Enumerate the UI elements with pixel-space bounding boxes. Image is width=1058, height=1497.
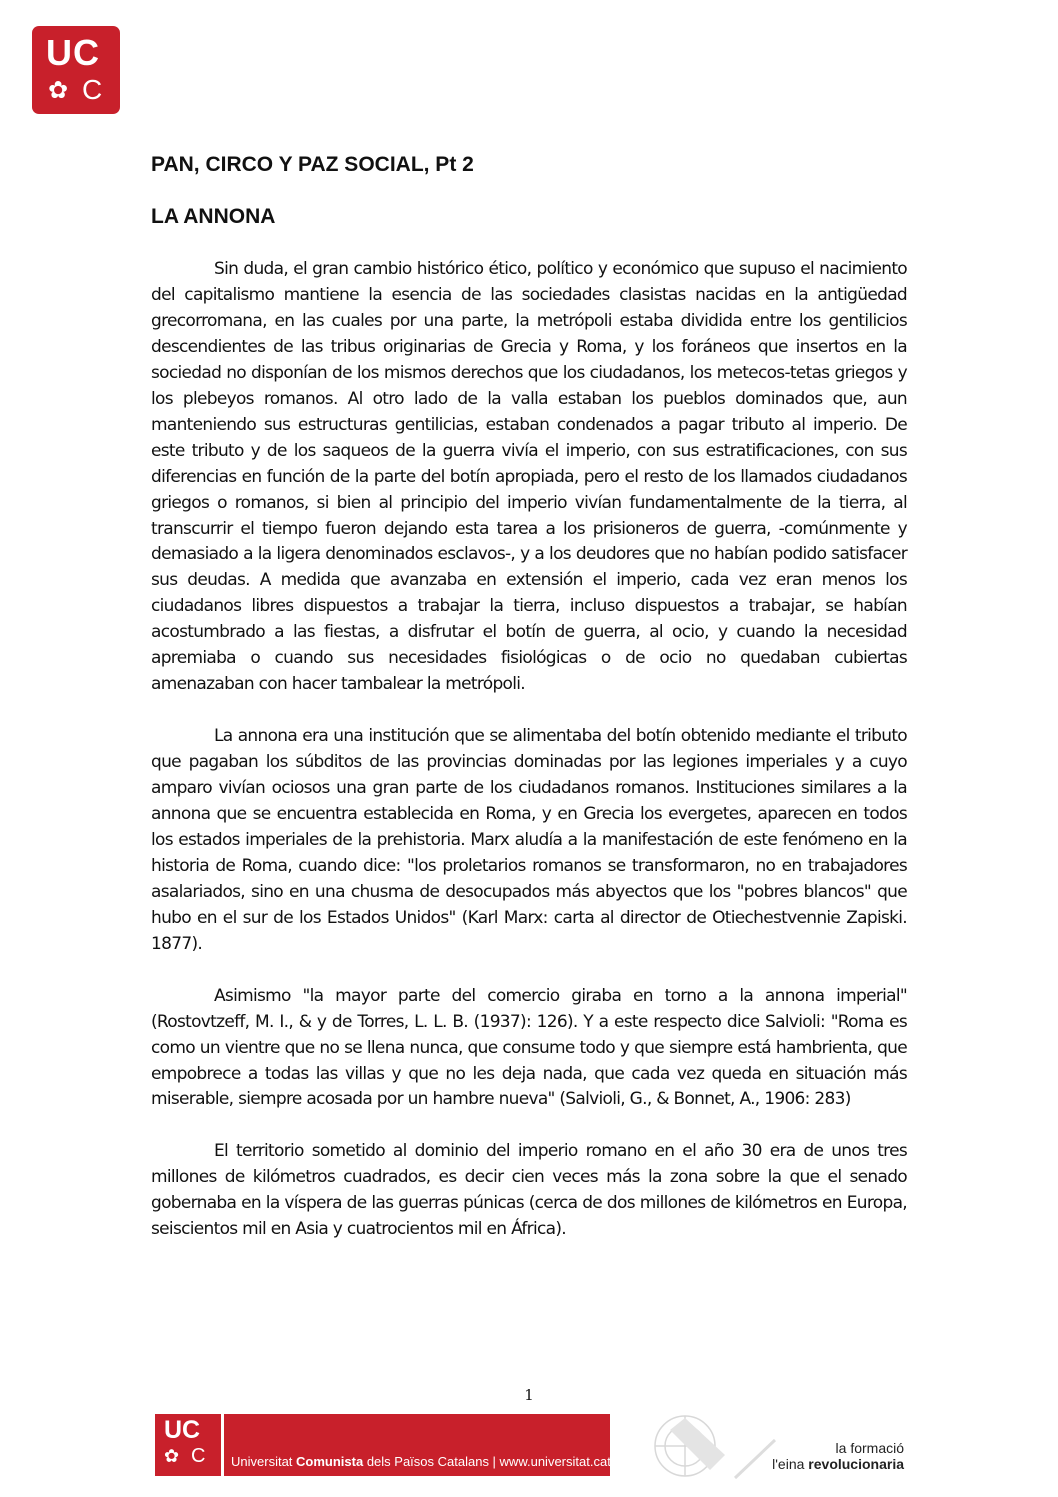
footer-org-prefix: Universitat	[231, 1454, 297, 1469]
footer-org-text	[231, 1454, 611, 1469]
tagline-line-2	[770, 1456, 904, 1472]
footer-logo-text-c: C	[191, 1445, 206, 1467]
section-heading: LA ANNONA	[151, 205, 276, 228]
paragraph: Sin duda, el gran cambio histórico ético, político y económico que supuso el nacimiento del capitalismo mantiene la esencia de las sociedades clasistas nacidas en la antigüedad grecorromana, en las cuales por una parte, la metrópoli estaba dividida entre los gentilicios descendientes de las tribus originarias de Grecia y Roma, y los foráneos que insertos en la sociedad no disponían de los mismos derechos que los ciudadanos, los metecos-tetas griegos y los plebeyos romanos. Al otro lado de la valla estaban los pueblos dominados que, aun manteniendo sus estructuras gentilicias, estaban condenados a pagar tributo al imperio. De este tributo y de los saqueos de la guerra vivía el imperio, con sus estratificaciones, con sus diferencias en función de la parte del botín apropiada, pero el resto de los llamados ciudadanos griegos o romanos, si bien al principio del imperio vivían fundamentalmente de la tierra, al transcurrir el tiempo fueron dejando esta tarea a los prisioneros de guerra, -comúnmente y demasiado a la ligera denominados esclavos-, y a los deudores que no habían podido satisfacer sus deudas. A medida que avanzaba en extensión el imperio, cada vez eran menos los ciudadanos libres dispuestos a trabajar la tierra, incluso dispuestos a trabajar, se habían acostumbrado a las fiestas, a disfrutar el botín de guerra, al ocio, y cuando la necesidad apremiaba o cuando sus necesidades fisiológicas o de ocio no quedaban cubiertas amenazaban con hacer tambalear la metrópoli.	[151, 259, 907, 695]
ucpc-logo	[32, 26, 120, 114]
paragraph: La annona era una institución que se alimentaba del botín obtenido mediante el tributo que pagaban los súbditos de las provincias dominadas por las legiones imperiales y a cuyo amparo vivían ociosos una gran parte de los ciudadanos romanos. Instituciones similares a la annona que se encuentra establecida en Roma, y en Grecia los evergetes, aparecen en todos los estados imperiales de la prehistoria. Marx aludía a la manifestación de este fenómeno en la historia de Roma, cuando dice: "los proletarios romanos se transformaron, no en trabajadores asalariados, sino en una chusma de desocupados más abyectos que los "pobres blancos" que hubo en el sur de los Estados Unidos" (Karl Marx: carta al director de Otiechestvennie Zapiski. 1877).	[151, 726, 907, 954]
paragraph: El territorio sometido al dominio del imperio romano en el año 30 era de unos tres millones de kilómetros cuadrados, es decir cien veces más la zona sobre la que el senado gobernaba en la víspera de las guerras púnicas (cerca de dos millones de kilómetros en Europa, seiscientos mil en Asia y cuatrocientos mil en África).	[151, 1141, 907, 1240]
document-title: PAN, CIRCO Y PAZ SOCIAL, Pt 2	[151, 153, 474, 176]
document-body	[151, 257, 907, 1269]
tagline-line-2-b: revolucionaria	[808, 1456, 904, 1472]
tagline-line-2-a: l'eina	[772, 1456, 809, 1472]
page-number: 1	[524, 1386, 534, 1404]
footer-logo-emblem-icon: ✿	[164, 1446, 180, 1466]
footer-banner	[155, 1414, 610, 1476]
footer-logo-text-uc: UC	[164, 1416, 201, 1444]
footer-org-suffix: dels Països Catalans | www.universitat.cat	[363, 1454, 611, 1469]
tagline-line-1: la formació	[835, 1440, 904, 1456]
footer-logo	[155, 1414, 224, 1476]
paragraph: Asimismo "la mayor parte del comercio giraba en torno a la annona imperial" (Rostovtzeff, M. I., & y de Torres, L. L. B. (1937): 126). Y a este respecto dice Salvioli: "Roma es como un vientre que no se llena nunca, que consume todo y que siempre está hambrienta, que empobrece a todas las villas y que no les deja nada, que cada vez queda en situación más miserable, siempre acosada por un hambre nueva" (Salvioli, G., & Bonnet, A., 1906: 283)	[151, 985, 907, 1110]
footer-org-bold: Comunista	[296, 1454, 364, 1469]
footer-watermark-graphic	[615, 1410, 795, 1482]
logo-text-c: C	[82, 74, 103, 105]
logo-text-uc: UC	[46, 32, 100, 73]
footer-tagline	[770, 1440, 904, 1472]
logo-emblem-icon: ✿	[48, 77, 69, 104]
